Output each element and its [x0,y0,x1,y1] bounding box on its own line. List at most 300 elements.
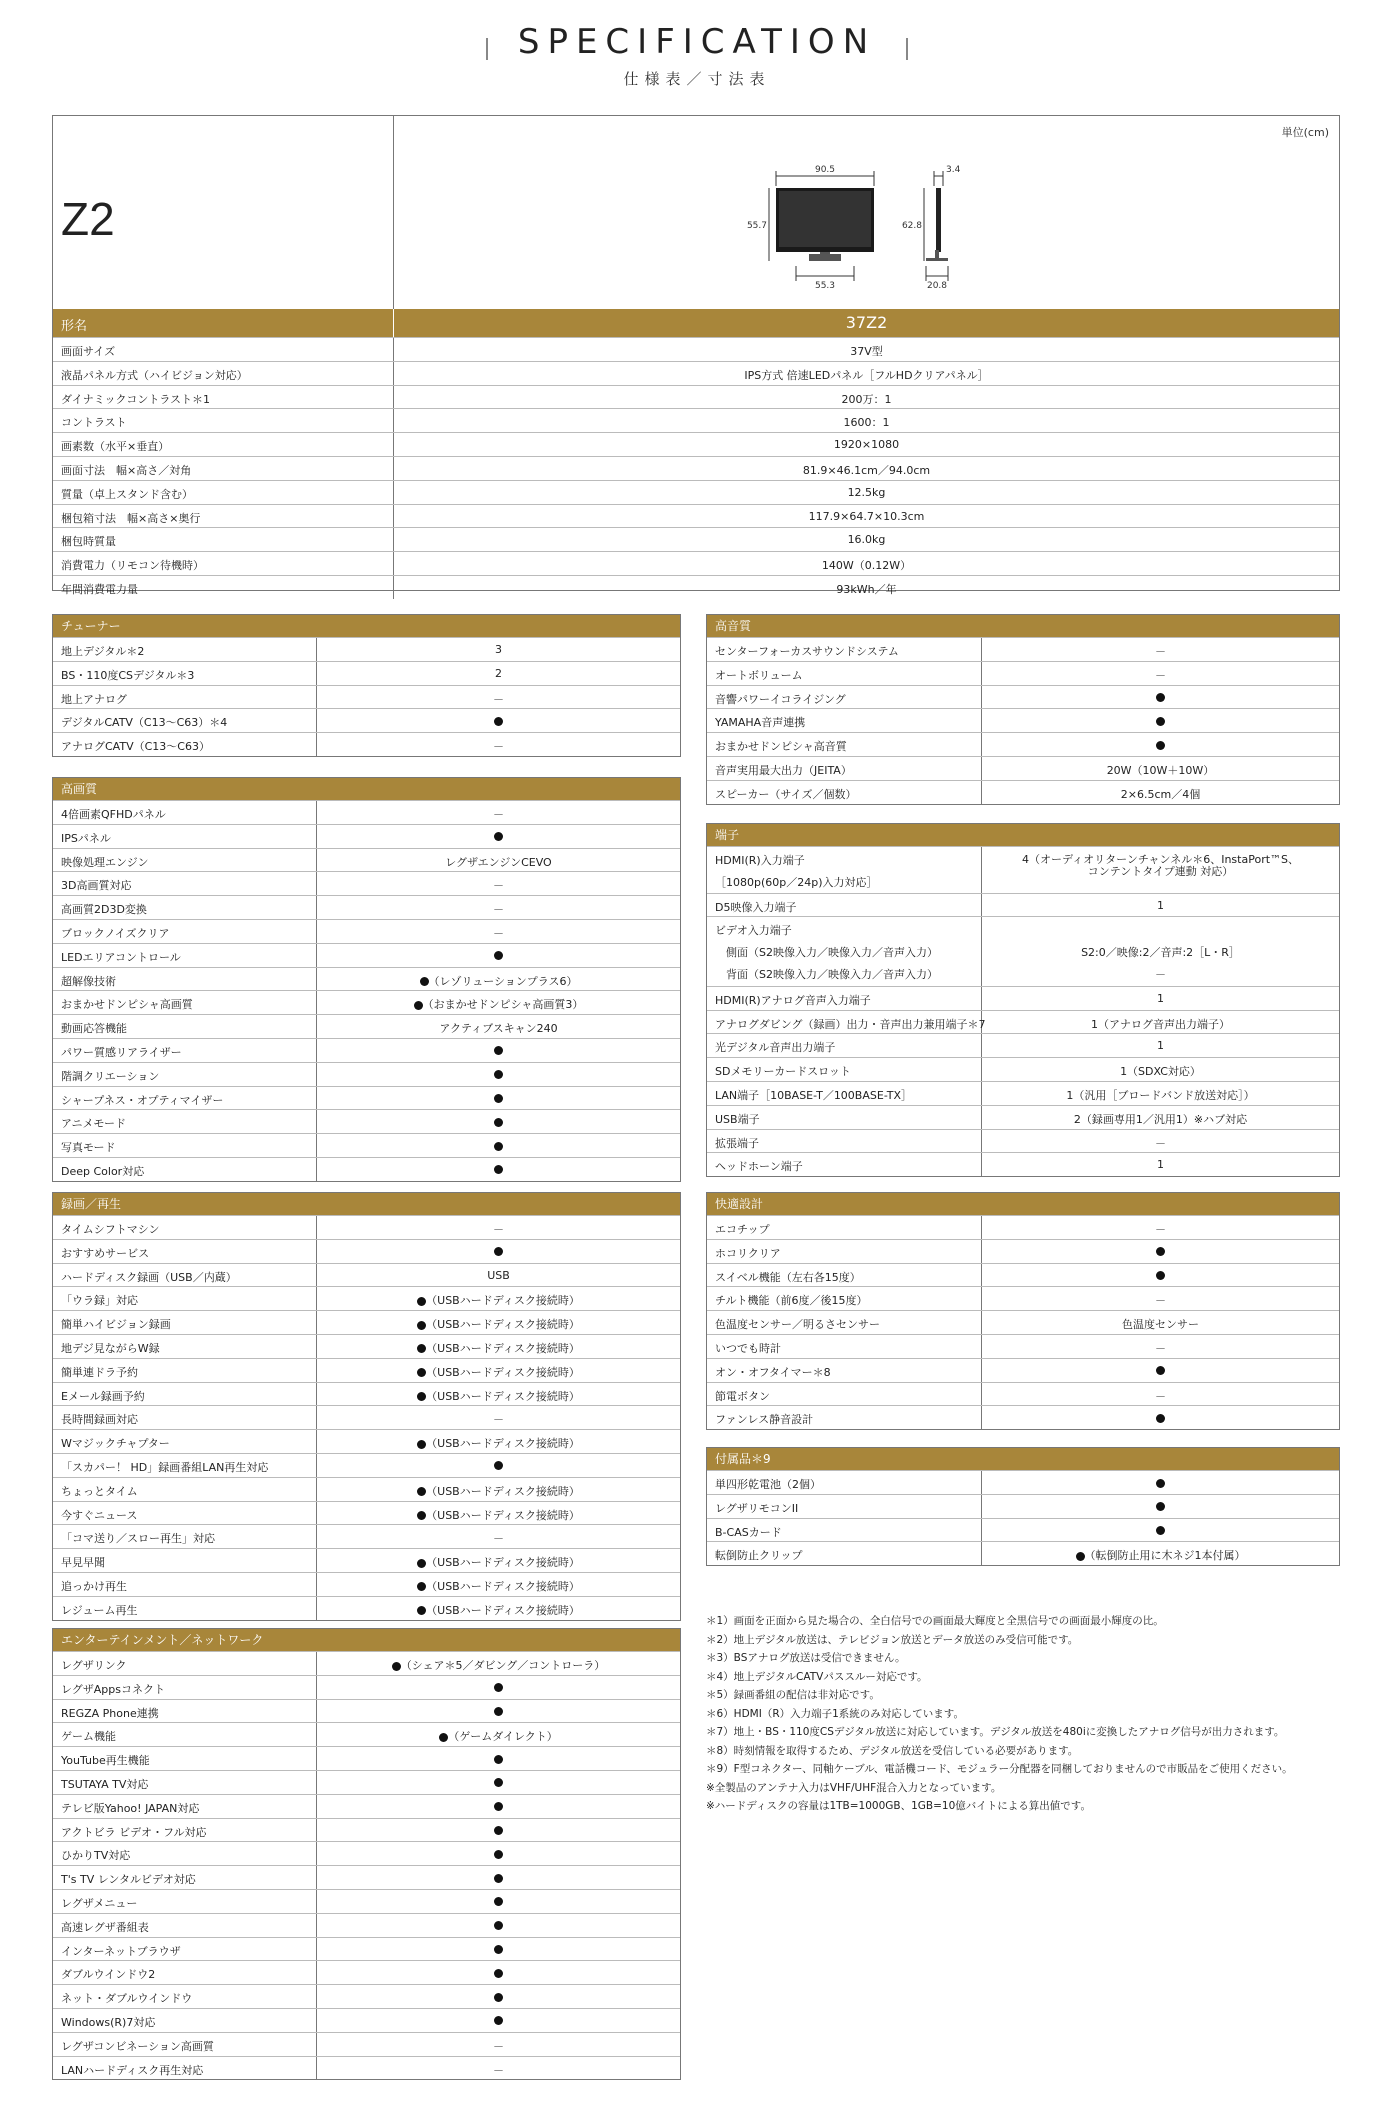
spec-label: 液晶パネル方式（ハイビジョン対応） [61,368,248,382]
spec-label: 階調クリエーション [61,1069,160,1083]
section-title: 高音質 [707,615,1339,637]
spec-row [707,780,1339,804]
spec-value: 117.9×64.7×10.3cm [808,509,925,523]
spec-label: 写真モード [61,1141,116,1155]
spec-row [53,1572,680,1596]
spec-value [317,1092,680,1105]
spec-row [53,1239,680,1263]
bullet-icon [414,1001,423,1010]
spec-label: ネット・ダブルウインドウ [61,1992,193,2006]
spec-row [53,2008,680,2032]
spec-row [707,1405,1339,1429]
spec-label: YouTube再生機能 [61,1754,150,1768]
spec-row [53,1548,680,1572]
spec-value [317,949,680,962]
spec-row [53,432,1339,456]
section-title: 付属品＊9 [707,1448,1339,1470]
model-name: Z2 [61,193,115,245]
spec-label: ゲーム機能 [61,1730,116,1744]
model-cell [53,116,394,309]
bullet-icon [494,1897,503,1906]
spec-value [317,1943,680,1956]
spec-value: 1（アナログ音声出力端子） [1091,1017,1230,1031]
bullet-icon [494,1046,503,1055]
spec-row [707,1310,1339,1334]
spec-label: ビデオ入力端子 [715,924,792,938]
bullet-icon [417,1368,426,1377]
spec-label: 4倍画素QFHDパネル [61,808,166,821]
spec-row [53,967,680,991]
spec-row [707,756,1339,780]
spec-label: ホコリクリア [715,1246,781,1260]
section-title: 高画質 [53,778,680,800]
spec-value [317,1459,680,1472]
bullet-icon [494,1826,503,1835]
spec-row [53,1960,680,1984]
spec-row [53,1794,680,1818]
spec-value [982,1524,1339,1537]
bullet-icon [1156,1479,1165,1488]
spec-value [317,1115,680,1128]
divider [906,38,908,60]
spec-label: 色温度センサー／明るさセンサー [715,1318,880,1332]
spec-row [53,1913,680,1937]
spec-row [707,1215,1339,1239]
bullet-icon [494,1874,503,1883]
spec-value: （シェア＊5／ダビング／コントローラ） [317,1657,680,1673]
spec-value: 200万：1 [841,392,892,406]
spec-row [707,1239,1339,1263]
spec-label: ［1080p(60p／24p)入力対応］ [715,875,878,889]
spec-value: 1920×1080 [833,438,900,452]
spec-row [53,385,1339,409]
spec-row [53,2056,680,2080]
divider [486,38,488,60]
spec-label: 早見早聞 [61,1556,105,1570]
spec-label: D5映像入力端子 [715,900,797,914]
spec-row [53,895,680,919]
spec-row [53,1453,680,1477]
spec-row [53,1382,680,1406]
bullet-icon [494,1118,503,1127]
section-sound [706,614,1340,805]
spec-value: アクティブスキャン240 [439,1022,558,1036]
spec-value: （転倒防止用に木ネジ1本付属） [982,1547,1339,1563]
spec-label: レグザリモコンII [715,1501,799,1515]
bullet-icon [417,1606,426,1615]
section-title: 録画／再生 [53,1193,680,1215]
bullet-icon [494,1094,503,1103]
spec-value [982,1500,1339,1513]
spec-row [53,1818,680,1842]
spec-row [707,1081,1339,1105]
dim-height: 55.7 [746,221,767,231]
section-terminal [706,823,1340,1177]
bullet-icon [1156,1247,1165,1256]
bullet-icon [494,1070,503,1079]
spec-label: タイムシフトマシン [61,1223,160,1236]
bullet-icon [1156,1414,1165,1423]
spec-row [707,1263,1339,1287]
bullet-icon [494,1683,503,1692]
spec-label: 「スカパー！ HD」録画番組LAN再生対応 [61,1460,269,1474]
spec-value: － [493,1223,504,1236]
footnote: ※ハードディスクの容量は1TB=1000GB、1GB=10億バイトによる算出値です。 [706,1800,1091,1812]
spec-value [317,1681,680,1694]
bullet-icon [494,1802,503,1811]
spec-label: 3D高画質対応 [61,879,132,893]
spec-value [982,1476,1339,1489]
header-label: 形名 [61,319,88,334]
spec-label: レグザコンビネーション高画質 [61,2039,214,2053]
spec-label: オン・オフタイマー＊8 [715,1365,831,1379]
bullet-icon [417,1440,426,1449]
spec-value: USB [487,1268,510,1282]
spec-label: おすすめサービス [61,1246,150,1260]
spec-value: コンテントタイプ連動 対応） [1087,865,1234,878]
spec-row [53,480,1339,504]
tv-side-icon [936,188,941,252]
spec-row [53,527,1339,551]
spec-row [707,846,1339,893]
spec-label: 画面寸法 幅×高さ／対角 [61,463,192,477]
bullet-icon [494,832,503,841]
spec-row [53,1984,680,2008]
spec-value [317,1752,680,1765]
bullet-icon [1156,1502,1165,1511]
spec-row [707,1286,1339,1310]
spec-row [53,1310,680,1334]
spec-label: チルト機能（前6度／後15度） [715,1294,868,1308]
spec-row [53,848,680,872]
spec-value: 色温度センサー [1122,1318,1199,1332]
spec-value: － [1155,1223,1166,1236]
spec-value [317,830,680,843]
spec-value: （USBハードディスク接続時） [317,1340,680,1356]
spec-row [707,893,1339,917]
spec-value: （USBハードディスク接続時） [317,1483,680,1499]
spec-value [317,1824,680,1837]
dimension-cell [394,116,1339,309]
spec-label: Deep Color対応 [61,1164,145,1178]
spec-label: REGZA Phone連携 [61,1706,159,1720]
spec-value [982,1411,1339,1424]
spec-label: B-CASカード [715,1525,782,1539]
spec-row [53,661,680,685]
page-title: SPECIFICATION [517,22,877,62]
spec-label: インターネットブラウザ [61,1944,181,1958]
spec-value [317,714,680,727]
spec-value: － [493,2039,504,2053]
spec-label: ひかりTV対応 [61,1849,131,1863]
spec-row [707,1470,1339,1494]
spec-row [53,1865,680,1889]
spec-label: ダブルウインドウ2 [61,1968,156,1982]
spec-row [53,1651,680,1675]
footnote: ＊4）地上デジタルCATVパススルー対応です。 [706,1670,928,1683]
spec-value: 2（録画専用1／汎用1）※ハブ対応 [1073,1112,1248,1126]
spec-row [53,456,1339,480]
bullet-icon [417,1487,426,1496]
section-network [52,1628,681,2080]
spec-label: 簡単ハイビジョン録画 [61,1318,171,1332]
spec-value: （USBハードディスク接続時） [317,1292,680,1308]
spec-label: 画素数（水平×垂直） [61,440,170,454]
section-title: 快適設計 [707,1193,1339,1215]
spec-label: 転倒防止クリップ [715,1549,803,1563]
spec-value: 1 [1157,1039,1164,1053]
spec-value: レグザエンジンCEVO [445,855,552,869]
spec-label: テレビ版Yahoo! JAPAN対応 [61,1801,200,1815]
spec-value: （USBハードディスク接続時） [317,1388,680,1404]
bullet-icon [1156,717,1165,726]
spec-row [53,1062,680,1086]
spec-label: 高画質2D3D変換 [61,903,147,917]
spec-row [53,1841,680,1865]
spec-row [53,1133,680,1157]
spec-value [317,1705,680,1718]
spec-row [53,1477,680,1501]
spec-label: ちょっとタイム [61,1484,138,1498]
spec-value: － [1155,1389,1166,1403]
spec-label: 動画応答機能 [61,1022,127,1036]
bullet-icon [1156,1366,1165,1375]
spec-value: － [1155,1294,1166,1308]
spec-value: － [493,1532,504,1546]
spec-row [53,919,680,943]
spec-label: 画面サイズ [61,345,116,358]
spec-value [317,1044,680,1057]
spec-value: （USBハードディスク接続時） [317,1364,680,1380]
spec-value [317,1139,680,1152]
page-subtitle: 仕様表／寸法表 [623,70,771,88]
dim-base-depth: 20.8 [926,281,948,291]
spec-label: レグザメニュー [61,1896,138,1910]
spec-label: 梱包箱寸法 幅×高さ×奥行 [61,511,201,525]
spec-value: 1 [1157,991,1164,1005]
spec-label: LEDエリアコントロール [61,950,181,964]
spec-row [53,551,1339,575]
spec-value [982,714,1339,727]
bullet-icon [417,1392,426,1401]
section-title: 端子 [707,824,1339,846]
spec-label: パワー質感リアライザー [61,1045,182,1059]
bullet-icon [494,2016,503,2025]
spec-value: － [493,740,504,754]
spec-row [707,661,1339,685]
spec-label: 「コマ送り／スロー再生」対応 [61,1532,215,1546]
section-tuner [52,614,681,757]
spec-label: YAMAHA音声連携 [715,716,806,730]
bullet-icon [417,1511,426,1520]
spec-row [53,990,680,1014]
bullet-icon [420,977,429,986]
spec-value: （USBハードディスク接続時） [317,1507,680,1523]
spec-value: 4（オーディオリターンチャンネル＊6、InstaPort™S、 [1021,853,1300,866]
spec-value: 1600：1 [843,416,890,430]
spec-value: － [493,879,504,893]
spec-value: （おまかせドンピシャ高画質3） [317,996,680,1012]
model-spec-table [52,115,1340,596]
spec-row [53,1596,680,1620]
spec-label: 背面（S2映像入力／映像入力／音声入力） [715,967,938,981]
spec-value: （USBハードディスク接続時） [317,1602,680,1618]
bullet-icon [494,1707,503,1716]
spec-label: IPSパネル [61,831,111,845]
footnote: ＊3）BSアナログ放送は受信できません。 [706,1652,906,1664]
spec-value: 1（汎用［ブロードバンド放送対応］） [1066,1088,1255,1102]
spec-label: レグザAppsコネクト [61,1682,166,1696]
spec-row [707,1105,1339,1129]
spec-row [707,1152,1339,1176]
spec-row [53,1109,680,1133]
spec-value [982,738,1339,751]
bullet-icon [417,1582,426,1591]
bullet-icon [494,1921,503,1930]
spec-row [53,2032,680,2056]
header-value: 37Z2 [845,313,888,332]
spec-value [317,1245,680,1258]
bullet-icon [417,1559,426,1568]
spec-value [317,2014,680,2027]
spec-value [317,1895,680,1908]
spec-value: － [1155,1136,1166,1150]
spec-label: アクトビラ ビデオ・フル対応 [61,1825,207,1839]
spec-row [707,1129,1339,1153]
spec-label: 今すぐニュース [61,1508,138,1522]
spec-value [317,1871,680,1884]
spec-value [982,691,1339,704]
spec-row [53,732,680,756]
spec-row [707,916,1339,985]
spec-value: （USBハードディスク接続時） [317,1435,680,1451]
spec-label: 地上デジタル＊2 [61,645,145,658]
spec-row [53,1215,680,1239]
spec-value: － [493,1413,504,1427]
spec-label: 高速レグザ番組表 [61,1920,149,1934]
spec-label: シャープネス・オプティマイザー [61,1093,224,1107]
spec-label: LAN端子［10BASE-T／100BASE-TX］ [715,1088,913,1102]
spec-label: コントラスト [61,416,127,430]
spec-value: 3 [495,643,502,656]
spec-value: － [493,903,504,917]
spec-label: 地デジ見ながらW録 [61,1341,160,1355]
spec-row [53,337,1339,361]
spec-label: SDメモリーカードスロット [715,1065,851,1079]
spec-value: 12.5kg [847,485,886,499]
spec-label: 長時間録画対応 [61,1413,138,1427]
spec-label: アナログCATV（C13～C63） [61,740,210,754]
spec-value: （ゲームダイレクト） [317,1728,680,1744]
spec-label: 簡単連ドラ予約 [61,1365,138,1379]
spec-value [317,1990,680,2003]
spec-value: 1（SDXC対応） [1120,1065,1201,1079]
spec-label: アニメモード [61,1117,127,1131]
spec-label: 節電ボタン [715,1389,770,1403]
bullet-icon [417,1321,426,1330]
spec-row [53,871,680,895]
bullet-icon [494,1142,503,1151]
spec-value: － [1155,1341,1166,1355]
spec-value: － [1155,967,1166,981]
spec-row [53,1157,680,1181]
spec-value: 93kWh／年 [836,582,897,596]
spec-value: （USBハードディスク接続時） [317,1316,680,1332]
footnote: ＊9）F型コネクター、同軸ケーブル、電話機コード、モジュラー分配器を同梱しておりませんので市販品をご使用ください。 [706,1763,1293,1775]
spec-label: 超解像技術 [61,974,116,988]
spec-value: （USBハードディスク接続時） [317,1578,680,1594]
spec-value: （USBハードディスク接続時） [317,1554,680,1570]
spec-value [317,1966,680,1979]
spec-row [707,1494,1339,1518]
spec-row [53,1334,680,1358]
spec-label: Eメール録画予約 [61,1389,145,1403]
spec-row [53,408,1339,432]
bullet-icon [1076,1552,1085,1561]
unit-label: 単位(cm) [1281,126,1329,139]
spec-label: Wマジックチャプター [61,1437,170,1451]
section-title: エンターテインメント／ネットワーク [53,1629,680,1651]
footnote: ＊8）時刻情報を取得するため、デジタル放送を受信している必要があります。 [706,1744,1079,1757]
spec-label: 梱包時質量 [61,535,116,549]
footnote: ※全製品のアンテナ入力はVHF/UHF混合入力となっています。 [706,1781,1002,1794]
spec-label: 単四形乾電池（2個） [715,1478,821,1491]
spec-label: 年間消費電力量 [61,582,138,596]
spec-label: USB端子 [715,1112,760,1126]
spec-value [317,1068,680,1081]
spec-value: 2 [495,666,502,680]
spec-row [707,1033,1339,1057]
spec-row [53,1889,680,1913]
spec-row [707,1382,1339,1406]
bullet-icon [494,1778,503,1787]
spec-label: ファンレス静音設計 [715,1413,814,1427]
spec-value [317,1919,680,1932]
spec-row [53,708,680,732]
spec-label: レジューム再生 [61,1603,138,1617]
section-record [52,1192,681,1621]
section-accessory [706,1447,1340,1566]
spec-row [53,943,680,967]
spec-label: いつでも時計 [715,1341,781,1355]
spec-label: デジタルCATV（C13～C63）＊4 [61,716,228,730]
spec-value: － [493,808,504,821]
spec-label: センターフォーカスサウンドシステム [715,645,899,658]
spec-label: Windows(R)7対応 [61,2015,156,2029]
footnote: ＊7）地上・BS・110度CSデジタル放送に対応しています。デジタル放送を480iに変換したアナログ信号が出力されます。 [706,1726,1285,1738]
spec-label: おまかせドンピシャ高画質 [61,998,193,1012]
spec-value: （レゾリューションプラス6） [317,973,680,989]
spec-value [317,1847,680,1860]
spec-row [707,1358,1339,1382]
spec-row [53,685,680,709]
spec-label: 拡張端子 [715,1136,759,1150]
bullet-icon [439,1733,448,1742]
spec-value: 16.0kg [847,533,886,547]
spec-label: レグザリンク [61,1659,127,1672]
section-title: チューナー [53,615,680,637]
spec-row [707,732,1339,756]
bullet-icon [417,1344,426,1353]
spec-row [707,685,1339,709]
spec-label: BS・110度CSデジタル＊3 [61,668,195,682]
page-header [0,22,1394,89]
spec-label: アナログダビング（録画）出力・音声出力兼用端子＊7 [715,1017,986,1031]
spec-row [53,1405,680,1429]
spec-label: ハードディスク録画（USB／内蔵） [61,1270,237,1284]
bullet-icon [494,951,503,960]
tv-dimension-diagram [394,116,1339,309]
